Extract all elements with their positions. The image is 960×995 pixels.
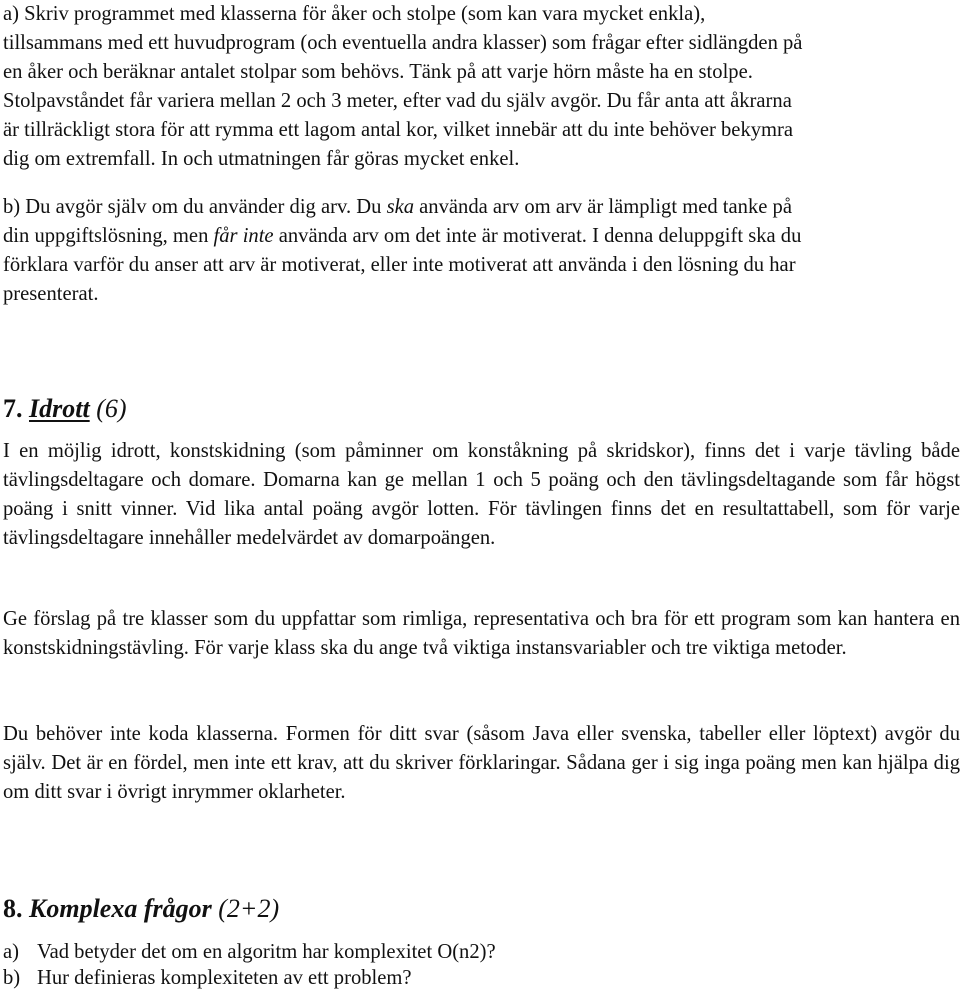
- text-segment: använda arv om arv är lämpligt med tanke på: [414, 196, 792, 218]
- part-b-line-3: förklara varför du anser att arv är motiverat, eller inte motiverat att använda i den lösning du har: [3, 254, 796, 276]
- item-text: Vad betyder det om en algoritm har komplexitet O(n2)?: [37, 941, 496, 963]
- item-text: Hur definieras komplexiteten av ett problem?: [37, 967, 412, 989]
- item-label: b): [3, 967, 21, 989]
- section-8-heading: [3, 893, 279, 925]
- section-7-paragraph-1: I en möjlig idrott, konstskidning (som påminner om konståkning på skridskor), finns det i varje tävling både tävlingsdeltagare och domare. Domarna kan ge mellan 1 och 5 poäng och den tävlingsdeltagande som får högst poäng i snitt vinner. Vid lika antal poäng avgör lotten. För tävlingen finns det en resultattabell, som för varje tävlingsdeltagare innehåller medelvärdet av domarpoängen.: [3, 440, 960, 549]
- section-7-title: Idrott: [29, 394, 90, 423]
- item-label: a): [3, 941, 19, 963]
- part-a-line-5: är tillräckligt stora för att rymma ett lagom antal kor, vilket innebär att du inte behöver bekymra: [3, 119, 794, 141]
- text-segment: b) Du avgör själv om du använder dig arv. Du: [3, 196, 387, 218]
- section-7-number: 7.: [3, 394, 23, 423]
- text-segment: använda arv om det inte är motiverat. I denna deluppgift ska du: [273, 225, 802, 247]
- part-a-line-4: Stolpavståndet får variera mellan 2 och 3 meter, efter vad du själv avgör. Du får anta att åkrarna: [3, 90, 792, 112]
- emphasis-ska: ska: [386, 196, 415, 218]
- section-8-number: 8.: [3, 894, 23, 923]
- emphasis-far-inte: får inte: [213, 225, 274, 247]
- section-8-points: (2+2): [218, 894, 280, 923]
- section-8-item-a: [3, 938, 496, 967]
- part-b-line-2: [3, 222, 960, 251]
- part-b-line-4: presenterat.: [3, 283, 99, 305]
- section-7-heading: [3, 393, 127, 425]
- part-a-line-2: tillsammans med ett huvudprogram (och eventuella andra klasser) som frågar efter sidlängden på: [3, 32, 803, 54]
- part-a-line-6: dig om extremfall. In och utmatningen får göras mycket enkel.: [3, 148, 520, 170]
- section-7-paragraph-3: Du behöver inte koda klasserna. Formen för ditt svar (såsom Java eller svenska, tabeller eller löptext) avgör du själv. Det är en fördel, men inte ett krav, att du skriver förklaringar. Sådana ger i sig inga poäng men kan hjälpa dig om ditt svar i övrigt inrymmer oklarheter.: [3, 723, 960, 803]
- section-7-paragraph-2: Ge förslag på tre klasser som du uppfattar som rimliga, representativa och bra för ett program som kan hantera en konstskidningstävling. För varje klass ska du ange två viktiga instansvariabler och tre viktiga metoder.: [3, 608, 960, 659]
- text-segment: din uppgiftslösning, men: [3, 225, 214, 247]
- section-7-points: (6): [96, 394, 127, 423]
- part-a-line-3: en åker och beräknar antalet stolpar som behövs. Tänk på att varje hörn måste ha en stolpe.: [3, 61, 753, 83]
- section-8-title: Komplexa frågor: [29, 894, 212, 923]
- section-8-item-b: [3, 964, 412, 993]
- part-a-line-1: a) Skriv programmet med klasserna för åker och stolpe (som kan vara mycket enkla),: [3, 3, 706, 25]
- part-b-line-1: [3, 193, 960, 222]
